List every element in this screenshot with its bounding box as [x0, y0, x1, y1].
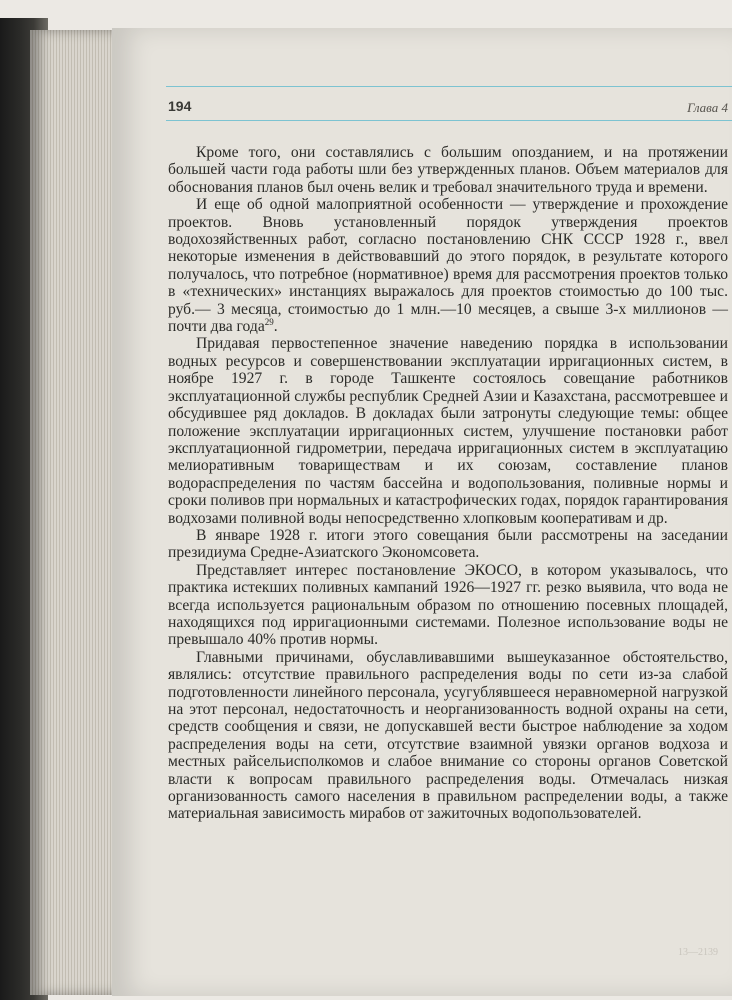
- paragraph-3: Придавая первостепенное значение наведению порядка в использовании водных ресурсов и совершенствовании эксплуатации ирригационных систем, в ноябре 1927 г. в городе Ташкенте состоялось совещание работников эксплуатационной службы республик Средней Азии и Казахстана, рассмотревшее и обсудившее ряд докладов. В докладах были затронуты следующие темы: общее положение эксплуатации ирригационных систем, улучшение постановки работ эксплуатационной гидрометрии, передача ирригационных систем в эксплуатацию мелиоративным товариществам и их союзам, составление планов водораспределения по частям бассейна и водопользования, поливные нормы и сроки поливов при нормальных и катастрофических годах, порядок гарантирования водхозами поливной воды непосредственно хлопковым кооперативам и др.: [168, 335, 728, 527]
- page-number: 194: [168, 98, 192, 114]
- paragraph-2-end: .: [273, 318, 278, 336]
- paragraph-2: [168, 196, 728, 335]
- running-head-chapter: Глава 4: [687, 100, 728, 115]
- paragraph-1: Кроме того, они составлялись с большим опозданием, и на протяжении большей части года работы шли без утвержденных планов. Объем материалов для обоснования планов был очень велик и требовал значительного труда и времени.: [168, 144, 728, 196]
- header-rule-bottom: [166, 120, 732, 121]
- paragraph-2-text: И еще об одной малоприятной особенности — утверждение и прохождение проектов. Вновь установленный порядок утверждения проектов водохозяйственных работ, согласно постановлению СНК СССР 1928 г., ввел некоторые изменения в действовавший до этого порядок, в результате которого получалось, что потребное (нормативное) время для рассмотрения проектов только в «технических» инстанциях выражалось для проектов стоимостью до 100 тыс. руб.— 3 месяца, стоимостью до 1 млн.—10 месяцев, а свыше 3-х миллионов — почти два года: [168, 196, 728, 336]
- book-page: [112, 28, 732, 996]
- footnote-ref: 29: [264, 316, 274, 327]
- page-edges: [30, 30, 120, 995]
- header-rule-top: [166, 86, 732, 87]
- body-text: [168, 144, 728, 823]
- paragraph-5: Представляет интерес постановление ЭКОСО, в котором указывалось, что практика истекших поливных кампаний 1926—1927 гг. резко выявила, что вода не всегда используется рациональным образом по отношению посевных площадей, находящихся под ирригационными системами. Полезное использование воды не превышало 40% против нормы.: [168, 561, 728, 649]
- printer-signature: 13—2139: [678, 947, 718, 958]
- paragraph-4: В январе 1928 г. итоги этого совещания были рассмотрены на заседании президиума Средне-Азиатского Экономсовета.: [168, 526, 728, 562]
- paragraph-6: Главными причинами, обуславливавшими вышеуказанное обстоятельство, являлись: отсутствие правильного распределения воды по сети из-за слабой подготовленности линейного персонала, усугублявшееся неравномерной нагрузкой на этот персонал, недостаточность и неорганизованность водной охраны на сети, средств сообщения и связи, не допускавшей вести быстрое наблюдение за ходом распределения воды на сети, отсутствие взаимной увязки органов водхоза и местных райсельисполкомов и слабое внимание со стороны органов Советской власти к вопросам правильного распределения воды. Отмечалась низкая организованность самого населения в правильном распределении воды, а также материальная зависимость мирабов от зажиточных водопользователей.: [168, 648, 728, 823]
